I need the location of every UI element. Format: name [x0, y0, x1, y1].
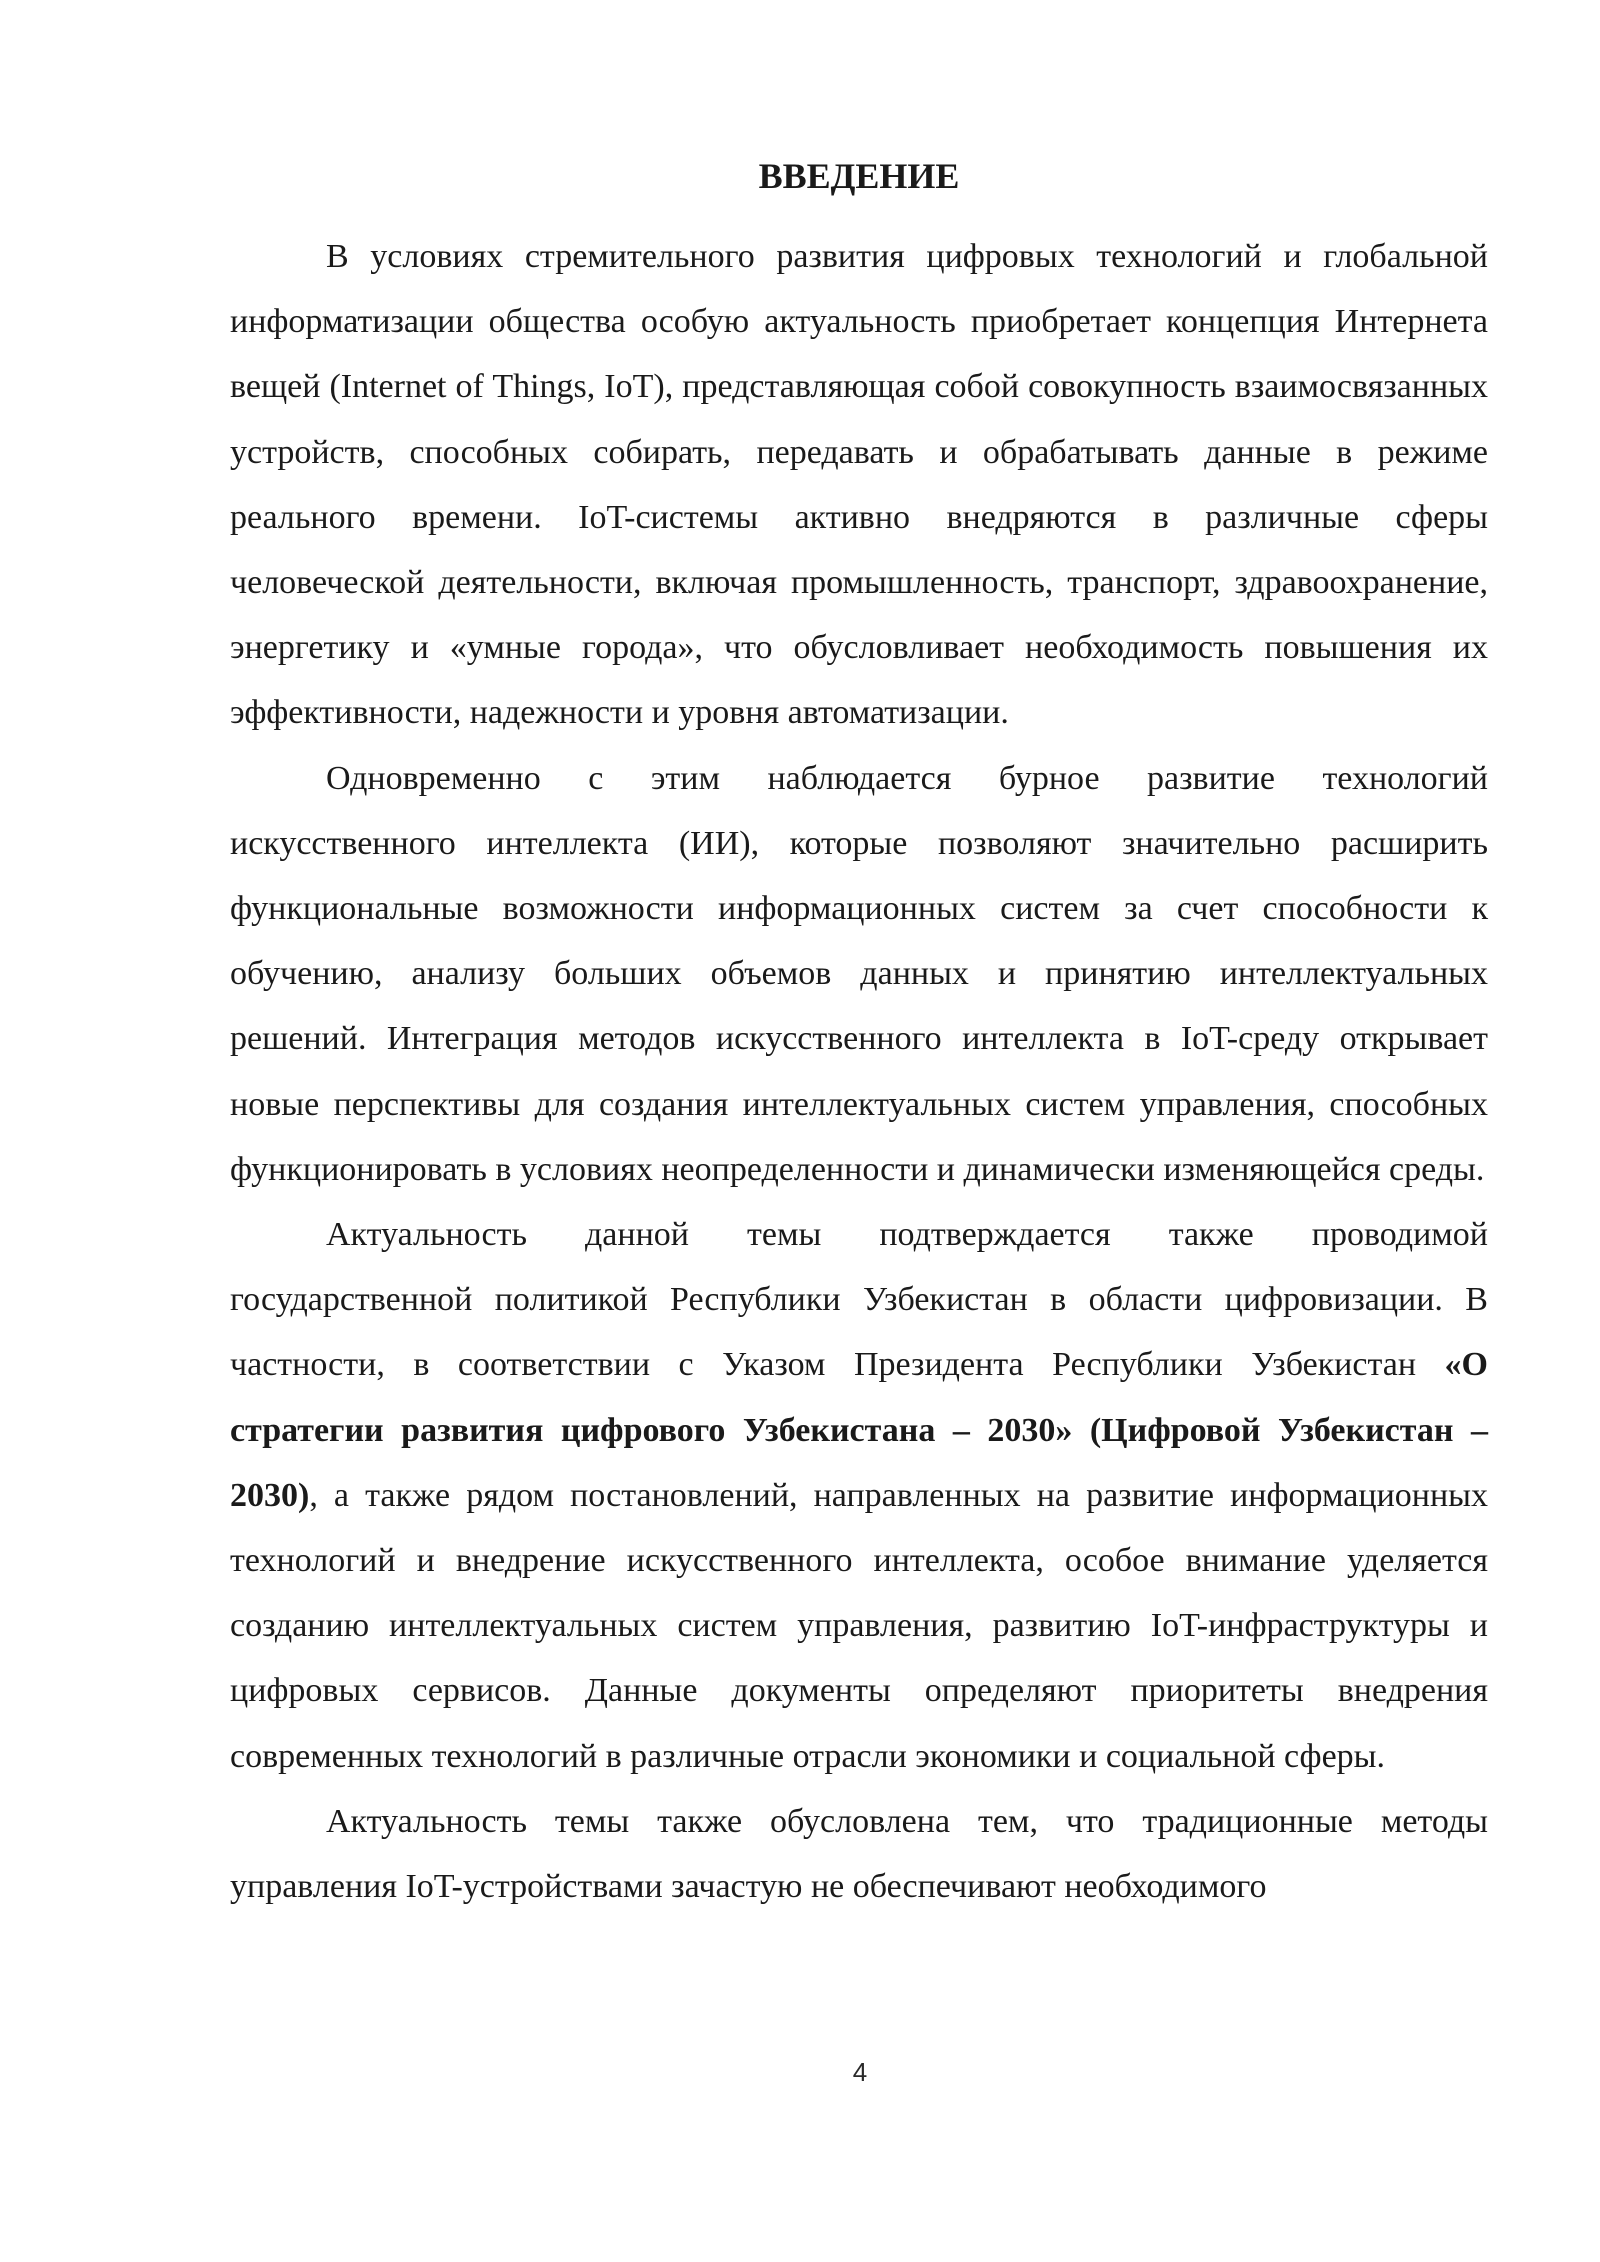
paragraph-1: В условиях стремительного развития цифровых технологий и глобальной информатизации общества особую актуальность приобретает концепция Интернета вещей (Internet of Things, IoT), представляющая собой совокупность взаимосвязанных устройств, способных собирать, передавать и обрабатывать данные в режиме реального времени. IoT-системы активно внедряются в различные сферы человеческой деятельности, включая промышленность, транспорт, здравоохранение, энергетику и «умные города», что обусловливает необходимость повышения их эффективности, надежности и уровня автоматизации. — [230, 238, 1488, 732]
paragraph-2: Одновременно с этим наблюдается бурное развитие технологий искусственного интеллекта (ИИ), которые позволяют значительно расширить функциональные возможности информационных систем за счет способности к обучению, анализу больших объемов данных и принятию интеллектуальных решений. Интеграция методов искусственного интеллекта в IoT-среду открывает новые перспективы для создания интеллектуальных систем управления, способных функционировать в условиях неопределенности и динамически изменяющейся среды. — [230, 759, 1488, 1188]
decree-title: «О стратегии развития цифрового Узбекистана – 2030» (Цифровой Узбекистан – 2030) — [230, 1346, 1488, 1514]
paragraph-3-text-end: , а также рядом постановлений, направленных на развитие информационных технологий и внедрение искусственного интеллекта, особое внимание уделяется созданию интеллектуальных систем управления, развитию IoT-инфраструктуры и цифровых сервисов. Данные документы определяют приоритеты внедрения современных технологий в различные отрасли экономики и социальной сферы. — [230, 1476, 1488, 1775]
paragraph-3 — [230, 1202, 1488, 1789]
page-number: 4 — [852, 2057, 868, 2087]
section-heading: ВВЕДЕНИЕ — [758, 156, 960, 196]
body-text — [230, 224, 1488, 1919]
paragraph-4: Актуальность темы также обусловлена тем, что традиционные методы управления IoT-устройствами зачастую не обеспечивают необходимого — [230, 1802, 1488, 1906]
paragraph-3-text-start: Актуальность данной темы подтверждается также проводимой государственной политикой Республики Узбекистан в области цифровизации. В частности, в соответствии с Указом Президента Республики Узбекистан — [230, 1216, 1488, 1384]
